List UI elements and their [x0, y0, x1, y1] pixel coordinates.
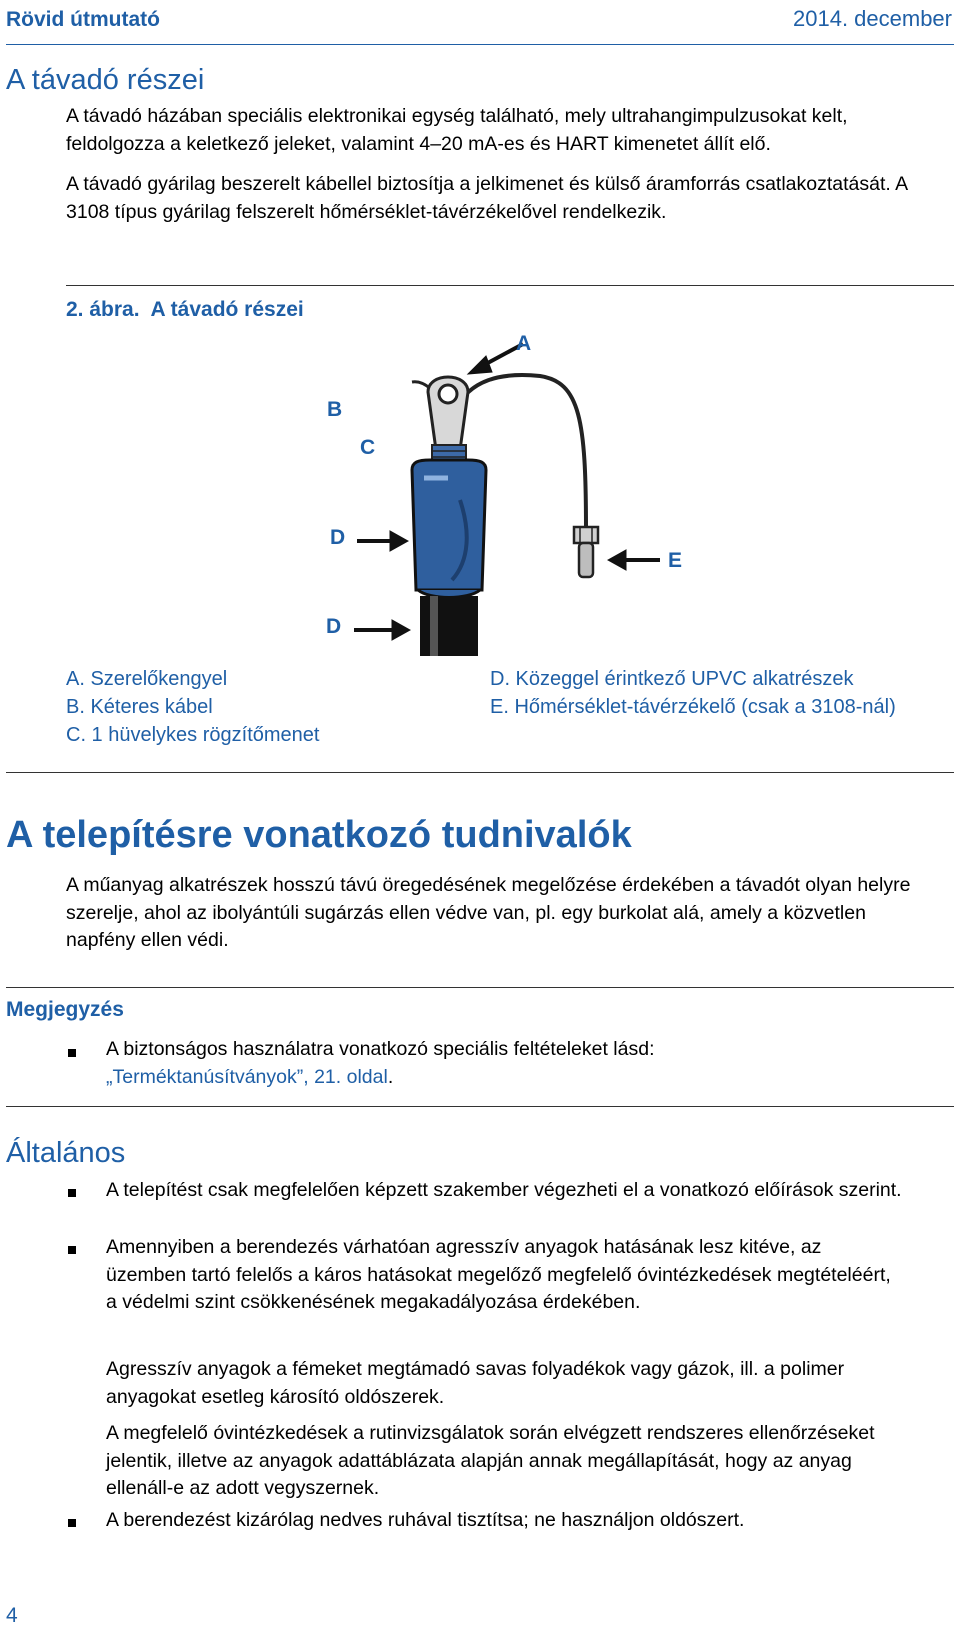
general-bullet-icon-3: [68, 1519, 76, 1527]
legend-item-c: C. 1 hüvelykes rögzítőmenet: [66, 724, 320, 746]
figure-top-rule: [66, 285, 954, 286]
header-date: 2014. december: [793, 6, 952, 31]
diagram-label-d-upper: D: [330, 526, 346, 549]
note-text-before: A biztonságos használatra vonatkozó speciális feltételeket lásd:: [106, 1038, 655, 1060]
legend-item-a: A. Szerelőkengyel: [66, 668, 228, 690]
diagram-label-e: E: [668, 549, 683, 572]
general-bullet-2-para-3: A megfelelő óvintézkedések a rutinvizsgálatok során elvégzett rendszeres ellenőrzéseket jelentik, illetve az anyagok adattáblázata alapján annak megállapítását, hogy az anyag ellenáll-e az adott vegyszernek.: [106, 1422, 875, 1499]
section-title-general: Általános: [6, 1137, 126, 1169]
diagram-arrows: [354, 344, 660, 640]
note-bullet-icon: [68, 1049, 76, 1057]
figure-legend-right: [490, 665, 896, 721]
note-link[interactable]: „Terméktanúsítványok”, 21. oldal: [106, 1065, 388, 1088]
figure-legend-left: [66, 665, 319, 749]
note-top-rule: [6, 987, 954, 988]
note-title: Megjegyzés: [6, 998, 124, 1021]
figure-bottom-rule: [6, 772, 954, 773]
transmitter-diagram: [300, 330, 720, 660]
section-parts-paragraph-1: A távadó házában speciális elektronikai egység található, mely ultrahangimpulzusokat kelt, feldolgozza a keletkező jeleket, valamint 4–20 mA-es és HART kimenetet állít elő.: [66, 105, 848, 155]
general-bullet-2: Amennyiben a berendezés várhatóan agresszív anyagok hatásának lesz kitéve, az üzemben tartó felelős a káros hatásokat megelőző megfelelő óvintézkedések megtételéért, a védelmi szint csökkenésének megakadályozása érdekében.: [106, 1236, 891, 1313]
legend-item-d: D. Közeggel érintkező UPVC alkatrészek: [490, 668, 854, 690]
figure-title: A távadó részei: [150, 298, 304, 321]
temp-sensor-nut: [574, 527, 598, 543]
legend-item-b: B. Kéteres kábel: [66, 696, 213, 718]
transmitter-body: [412, 460, 486, 590]
header-title: Rövid útmutató: [6, 8, 160, 31]
diagram-label-d-lower: D: [326, 615, 342, 638]
note-text-after: .: [387, 1065, 394, 1088]
bracket-hole: [439, 385, 457, 403]
section-title-parts: A távadó részei: [6, 64, 205, 96]
diagram-label-b: B: [327, 398, 343, 421]
note-bottom-rule: [6, 1106, 954, 1107]
section-parts-paragraph-2: A távadó gyárilag beszerelt kábellel biztosítja a jelkimenet és külső áramforrás csatlakoztatását. A 3108 típus gyárilag felszerelt hőmérséklet-távérzékelővel rendelkezik.: [66, 173, 908, 223]
page-number: 4: [6, 1604, 18, 1627]
sensor-head: [420, 596, 478, 656]
general-bullet-icon-2: [68, 1246, 76, 1254]
legend-item-e: E. Hőmérséklet-távérzékelő (csak a 3108-nál): [490, 696, 896, 718]
general-bullet-2-para-2: Agresszív anyagok a fémeket megtámadó savas folyadékok vagy gázok, ill. a polimer anyagokat esetleg károsító oldószerek.: [106, 1358, 845, 1408]
general-bullet-1: A telepítést csak megfelelően képzett szakember végezheti el a vonatkozó előírások szerint.: [106, 1179, 902, 1201]
general-bullet-3: A berendezést kizárólag nedves ruhával tisztítsa; ne használjon oldószert.: [106, 1509, 745, 1531]
note-text: [106, 1036, 916, 1091]
section-title-installation: A telepítésre vonatkozó tudnivalók: [6, 814, 632, 856]
installation-paragraph: A műanyag alkatrészek hosszú távú öregedésének megelőzése érdekében a távadót olyan helyre szerelje, ahol az ibolyántúli sugárzás ellen védve van, pl. egy burkolat alá, amely a közvetlen napfény ellen védi.: [66, 874, 911, 951]
header-rule: [6, 44, 954, 45]
figure-number: 2. ábra.: [66, 298, 140, 321]
figure-caption: [66, 298, 304, 322]
temp-sensor-probe: [579, 543, 593, 577]
diagram-label-a: A: [516, 332, 532, 355]
general-bullet-icon-1: [68, 1189, 76, 1197]
diagram-label-c: C: [360, 436, 376, 459]
